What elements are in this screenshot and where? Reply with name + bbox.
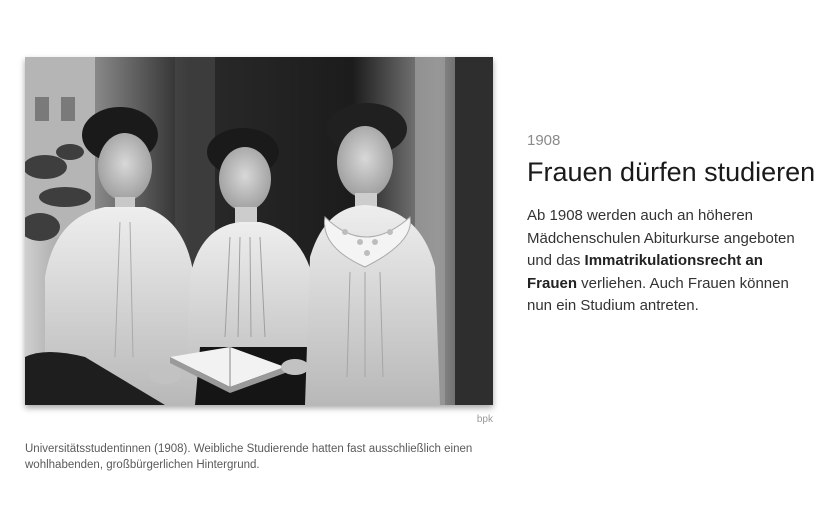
article-title: Frauen dürfen studieren [527, 157, 816, 187]
photo-credit: bpk [476, 414, 493, 425]
photo-caption: Universitätsstudentinnen (1908). Weibliche Studierende hatten fast ausschließlich einen wohlhabenden, großbürgerlichen Hintergrund. [25, 443, 473, 471]
article-year: 1908 [527, 132, 561, 149]
article-body-highlight: Immatrikulationsrecht an Frauen [527, 252, 763, 292]
article-body-before: Ab 1908 werden auch an höheren Mädchenschulen Abiturkurse angeboten und das [527, 207, 795, 269]
historical-photo [25, 57, 493, 405]
article-panel [527, 130, 817, 318]
article-body-after: verliehen. Auch Frauen können nun ein Studium antreten. [527, 274, 789, 314]
article-body [527, 205, 817, 318]
photo-illustration [25, 57, 493, 405]
